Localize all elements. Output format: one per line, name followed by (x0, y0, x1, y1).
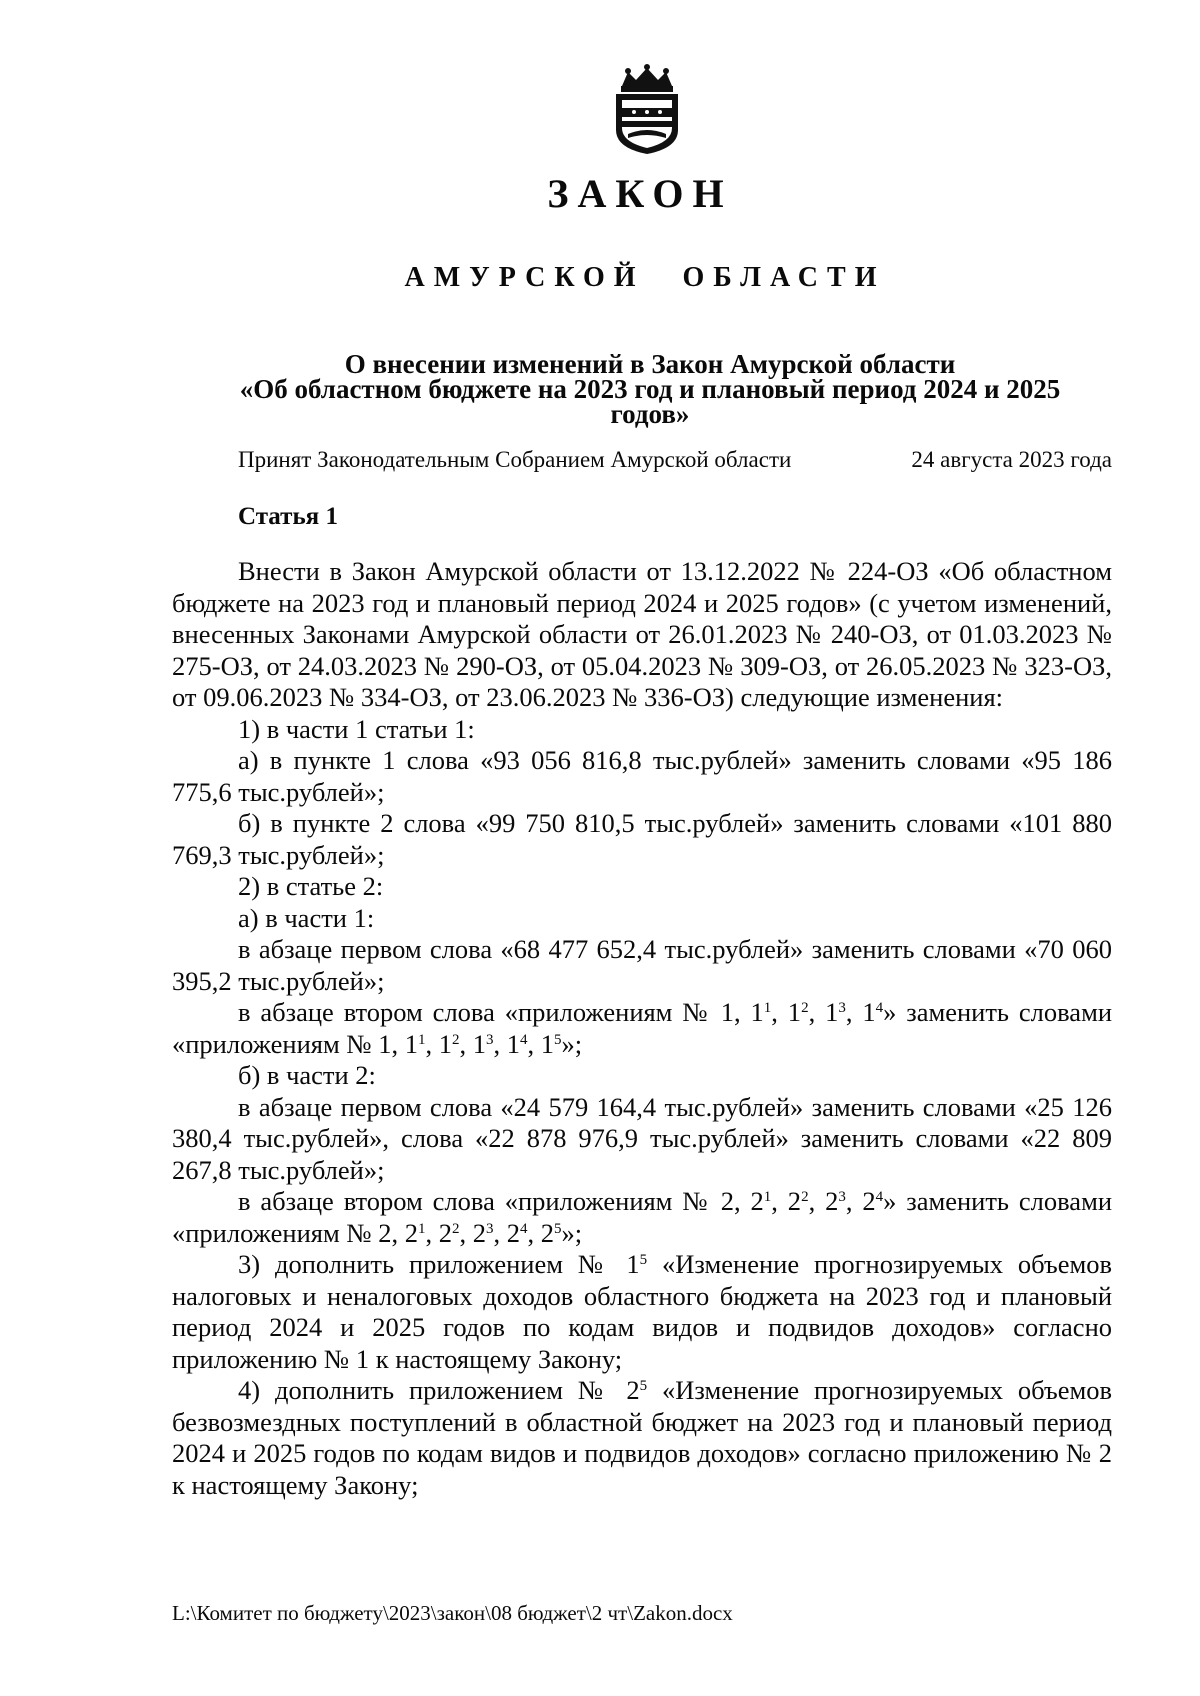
law-title-line: годов» (610, 399, 690, 429)
paragraph-item-2b-1: в абзаце первом слова «24 579 164,4 тыс.рублей» заменить словами «25 126 380,4 тыс.рублей», слова «22 878 976,9 тыс.рублей» заменить словами «22 809 267,8 тыс.рублей»; (172, 1091, 1112, 1185)
paragraph-item-3: 3) дополнить приложением № $1^5$ «Изменение прогнозируемых объемов налоговых и неналоговых доходов областного бюджета на 2023 год и плановый период 2024 и 2025 годов по кодам видов и подвидов доходов» согласно приложению № 1 к настоящему Закону; (172, 1249, 1112, 1374)
article-heading: Статья 1 (238, 503, 338, 530)
adoption-line (238, 447, 1112, 473)
paragraph-item-2a-2: в абзаце втором слова «приложениям № 1, $1^1$, $1^2$, $1^3$, $1^4$» заменить словами «приложениям № 1, $1^1$, $1^2$, $1^3$, $1^4$, $1^5$»; (172, 997, 1113, 1059)
paragraph-item-1b: б) в пункте 2 слова «99 750 810,5 тыс.рублей» заменить словами «101 880 769,3 тыс.рублей»; (172, 808, 1112, 870)
document-title: ЗАКОН (547, 171, 733, 216)
paragraph-item-1a: а) в пункте 1 слова «93 056 816,8 тыс.рублей» заменить словами «95 186 775,6 тыс.рублей»; (172, 745, 1112, 807)
paragraph-item-2a: а) в части 1: (238, 902, 375, 933)
law-title (190, 349, 1110, 429)
law-title-line: О внесении изменений в Закон Амурской области (344, 349, 956, 379)
coat-of-arms-icon (608, 64, 686, 156)
paragraph-item-2: 2) в статье 2: (238, 871, 384, 901)
paragraph-item-1: 1) в части 1 статьи 1: (238, 713, 475, 744)
paragraph-intro: Внести в Закон Амурской области от 13.12.2022 № 224-ОЗ «Об областном бюджете на 2023 год и плановый период 2024 и 2025 годов» (с учетом изменений, внесенных Законами Амурской области от 26.01.2023 № 240-ОЗ, от 01.03.2023 № 275-ОЗ, от 24.03.2023 № 290-ОЗ, от 05.04.2023 № 309-ОЗ, от 26.05.2023 № 323-ОЗ, от 09.06.2023 № 334-ОЗ, от 23.06.2023 № 336-ОЗ) следующие изменения: (172, 556, 1112, 712)
paragraph-item-2b-2: в абзаце втором слова «приложениям № 2, $2^1$, $2^2$, $2^3$, $2^4$» заменить словами «приложениям № 2, $2^1$, $2^2$, $2^3$, $2^4$, $2^5$»; (172, 1186, 1113, 1248)
paragraph-item-4: 4) дополнить приложением № $2^5$ «Изменение прогнозируемых объемов безвозмездных поступлений в областной бюджет на 2023 год и плановый период 2024 и 2025 годов по кодам видов и подвидов доходов» согласно приложению № 2 к настоящему Закону; (172, 1375, 1112, 1500)
paragraph-item-2b: б) в части 2: (238, 1060, 376, 1090)
law-title-line: «Об областном бюджете на 2023 год и плановый период 2024 и 2025 (239, 374, 1061, 404)
paragraph-item-2a-1: в абзаце первом слова «68 477 652,4 тыс.рублей» заменить словами «70 060 395,2 тыс.рублей»; (172, 934, 1112, 996)
article-body (172, 556, 1112, 1501)
document-subtitle: АМУРСКОЙ ОБЛАСТИ (404, 262, 886, 293)
footer-file-path: L:\Комитет по бюджету\2023\закон\08 бюджет\2 чт\Zakon.docx (172, 1601, 733, 1625)
adoption-date: 24 августа 2023 года (911, 447, 1112, 472)
adoption-body: Принят Законодательным Собранием Амурской области (238, 447, 792, 472)
